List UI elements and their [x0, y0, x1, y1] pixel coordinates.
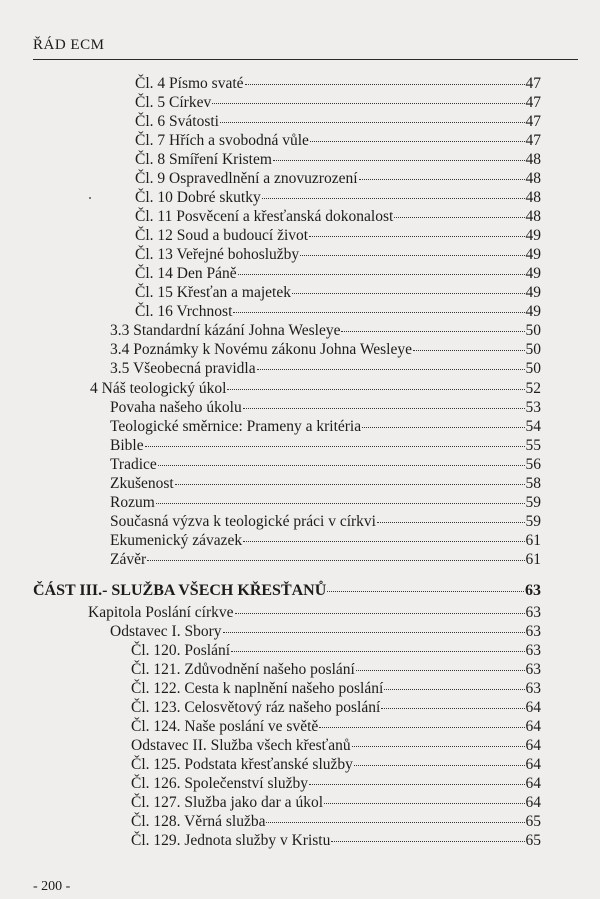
toc-entry-label: Současná výzva k teologické práci v církvi — [110, 513, 376, 530]
dot-leader — [354, 765, 525, 766]
toc-entry — [110, 340, 541, 359]
toc-entry-label: Čl. 124. Naše poslání ve světě — [131, 718, 319, 735]
toc-entry-label: ČÁST III.- SLUŽBA VŠECH KŘESŤANŮ — [33, 582, 327, 599]
dot-leader — [352, 746, 525, 747]
toc-entry-label: Ekumenický závazek — [110, 532, 243, 549]
toc-entry-page: 65 — [525, 813, 541, 830]
dot-leader — [266, 822, 524, 823]
toc-entry — [131, 755, 541, 774]
toc-entry-label: Kapitola Poslání církve — [88, 604, 234, 621]
dot-leader — [384, 689, 524, 690]
toc-entry-label: 3.5 Všeobecná pravidla — [110, 360, 256, 377]
dot-leader — [231, 651, 524, 652]
toc-entry — [131, 660, 541, 679]
toc-entry-page: 56 — [525, 456, 541, 473]
toc-entry — [110, 417, 541, 436]
toc-entry-page: 53 — [525, 399, 541, 416]
toc-entry-page: 50 — [525, 322, 541, 339]
dot-leader — [273, 160, 525, 161]
dot-leader — [262, 198, 525, 199]
dot-leader — [331, 841, 524, 842]
toc-entry — [110, 512, 541, 531]
toc-entry — [131, 641, 541, 660]
toc-entry-label: Čl. 123. Celosvětový ráz našeho poslání — [131, 699, 381, 716]
toc-entry-page: 48 — [525, 170, 541, 187]
toc-entry-page: 52 — [525, 380, 541, 397]
toc-entry-page: 47 — [525, 113, 541, 130]
toc-entry — [135, 264, 541, 283]
running-header: ŘÁD ECM — [33, 37, 105, 53]
toc-entry-page: 49 — [525, 227, 541, 244]
toc-entry — [131, 812, 541, 831]
dot-leader — [227, 389, 524, 390]
dot-leader — [356, 670, 525, 671]
toc-entry-page: 63 — [525, 680, 541, 697]
toc-entry-page: 63 — [525, 661, 541, 678]
toc-entry — [110, 436, 541, 455]
dot-leader — [223, 632, 525, 633]
dot-leader — [413, 350, 525, 351]
dot-leader — [245, 84, 525, 85]
toc-entry — [135, 150, 541, 169]
toc-entry — [110, 359, 541, 378]
toc-entry — [131, 831, 541, 850]
toc-entry-page: 64 — [525, 699, 541, 716]
toc-entry-page: 54 — [525, 418, 541, 435]
toc-entry-page: 61 — [525, 551, 541, 568]
dot-leader — [292, 293, 525, 294]
toc-entry-label: Čl. 13 Veřejné bohoslužby — [135, 246, 300, 263]
toc-entry-page: 48 — [525, 151, 541, 168]
toc-entry-page: 49 — [525, 246, 541, 263]
toc-entry-page: 55 — [525, 437, 541, 454]
toc-entry — [110, 398, 541, 417]
toc-entry-label: Bible — [110, 437, 144, 454]
toc-entry-label: Rozum — [110, 494, 155, 511]
dot-leader — [235, 613, 525, 614]
header-rule — [33, 59, 578, 60]
toc-entry-page: 58 — [525, 475, 541, 492]
toc-entry-page: 64 — [525, 794, 541, 811]
toc-entry-label: Závěr — [110, 551, 147, 568]
toc-entry-label: Čl. 8 Smíření Kristem — [135, 151, 272, 168]
toc-entry-label: Odstavec I. Sbory — [110, 623, 222, 640]
toc-entry-label: Čl. 122. Cesta k naplnění našeho poslání — [131, 680, 384, 697]
dot-leader — [319, 727, 524, 728]
toc-entry-page: 49 — [525, 265, 541, 282]
toc-entry-label: Odstavec II. Služba všech křesťanů — [131, 737, 351, 754]
dot-leader — [359, 179, 525, 180]
toc-entry — [135, 226, 541, 245]
toc-entry-page: 50 — [525, 360, 541, 377]
toc-entry-label: Čl. 16 Vrchnost — [135, 303, 233, 320]
toc-entry — [135, 245, 541, 264]
toc-entry-page: 64 — [525, 718, 541, 735]
dot-leader — [233, 312, 524, 313]
dot-leader — [341, 331, 524, 332]
toc-entry-page: 47 — [525, 75, 541, 92]
toc-entry-page: 59 — [525, 513, 541, 530]
dot-leader — [381, 708, 524, 709]
dot-leader — [377, 522, 525, 523]
toc-entry — [90, 379, 541, 398]
toc-entry-page: 48 — [525, 208, 541, 225]
toc-entry — [135, 302, 541, 321]
dot-leader — [145, 446, 525, 447]
page-number: - 200 - — [33, 879, 71, 894]
toc-entry-label: Zkušenost — [110, 475, 174, 492]
toc-entry — [135, 283, 541, 302]
toc-entry-label: Čl. 12 Soud a budoucí život — [135, 227, 309, 244]
dot-leader — [212, 103, 524, 104]
dot-leader — [257, 369, 525, 370]
toc-entry-page: 63 — [525, 642, 541, 659]
toc-entry — [131, 736, 541, 755]
toc-entry-page: 47 — [525, 94, 541, 111]
toc-entry-label: Čl. 9 Ospravedlnění a znovuzrození — [135, 170, 358, 187]
toc-entry-page: 64 — [525, 737, 541, 754]
toc-entry — [131, 793, 541, 812]
toc-entry-label: 4 Náš teologický úkol — [90, 380, 227, 397]
toc-entry — [135, 188, 541, 207]
toc-entry — [131, 717, 541, 736]
toc-entry-page: 59 — [525, 494, 541, 511]
toc-entry-page: 47 — [525, 132, 541, 149]
toc-entry-label: Čl. 7 Hřích a svobodná vůle — [135, 132, 309, 149]
dot-leader — [238, 274, 525, 275]
toc-entry-label: Čl. 10 Dobré skutky — [135, 189, 261, 206]
toc-entry — [135, 74, 541, 93]
toc-entry-page: 63 — [525, 604, 541, 621]
toc-entry — [135, 207, 541, 226]
toc-entry — [135, 131, 541, 150]
toc-entry-label: Čl. 5 Církev — [135, 94, 212, 111]
toc-section-heading — [33, 581, 541, 600]
dot-leader — [362, 427, 524, 428]
toc-entry-label: Čl. 129. Jednota služby v Kristu — [131, 832, 331, 849]
toc-entry-page: 49 — [525, 284, 541, 301]
dot-leader — [175, 484, 525, 485]
toc-entry — [135, 93, 541, 112]
toc-entry-label: Čl. 11 Posvěcení a křesťanská dokonalost — [135, 208, 394, 225]
toc-entry-page: 63 — [525, 623, 541, 640]
toc-entry — [110, 493, 541, 512]
dot-leader — [158, 465, 525, 466]
toc-entry-label: Čl. 15 Křesťan a majetek — [135, 284, 291, 301]
print-speck — [89, 197, 91, 199]
dot-leader — [309, 784, 525, 785]
toc-entry-label: Čl. 4 Písmo svaté — [135, 75, 244, 92]
dot-leader — [309, 236, 524, 237]
toc-entry-page: 63 — [525, 582, 541, 599]
dot-leader — [327, 591, 524, 592]
dot-leader — [220, 122, 525, 123]
toc-entry-label: Teologické směrnice: Prameny a kritéria — [110, 418, 362, 435]
toc-entry — [110, 321, 541, 340]
dot-leader — [147, 560, 524, 561]
dot-leader — [310, 141, 525, 142]
toc-entry-label: Čl. 120. Poslání — [131, 642, 231, 659]
dot-leader — [300, 255, 524, 256]
dot-leader — [156, 503, 525, 504]
toc-entry — [131, 679, 541, 698]
toc-entry — [110, 455, 541, 474]
toc-entry — [110, 550, 541, 569]
toc-entry-label: Čl. 126. Společenství služby — [131, 775, 308, 792]
toc-entry-page: 65 — [525, 832, 541, 849]
dot-leader — [394, 217, 524, 218]
toc-entry-label: 3.4 Poznámky k Novému zákonu Johna Wesleye — [110, 341, 412, 358]
dot-leader — [243, 408, 525, 409]
toc-entry-label: Čl. 14 Den Páně — [135, 265, 237, 282]
toc-entry — [131, 698, 541, 717]
toc-entry — [131, 774, 541, 793]
toc-entry-label: Čl. 127. Služba jako dar a úkol — [131, 794, 323, 811]
toc-entry — [110, 531, 541, 550]
toc-entry-page: 61 — [525, 532, 541, 549]
toc-entry-label: Čl. 6 Svátosti — [135, 113, 219, 130]
toc-entry-page: 64 — [525, 756, 541, 773]
toc-entry — [88, 603, 541, 622]
toc-entry-label: Čl. 125. Podstata křesťanské služby — [131, 756, 353, 773]
toc-entry-page: 50 — [525, 341, 541, 358]
toc-entry — [110, 474, 541, 493]
toc-entry-page: 48 — [525, 189, 541, 206]
toc-entry-label: Povaha našeho úkolu — [110, 399, 242, 416]
toc-entry-label: Tradice — [110, 456, 157, 473]
toc-entry-page: 64 — [525, 775, 541, 792]
dot-leader — [324, 803, 525, 804]
toc-entry-label: Čl. 121. Zdůvodnění našeho poslání — [131, 661, 355, 678]
toc-entry — [110, 622, 541, 641]
toc-entry — [135, 112, 541, 131]
toc-entry-label: Čl. 128. Věrná služba — [131, 813, 266, 830]
dot-leader — [243, 541, 524, 542]
toc-entry — [135, 169, 541, 188]
toc-entry-page: 49 — [525, 303, 541, 320]
toc-entry-label: 3.3 Standardní kázání Johna Wesleye — [110, 322, 341, 339]
